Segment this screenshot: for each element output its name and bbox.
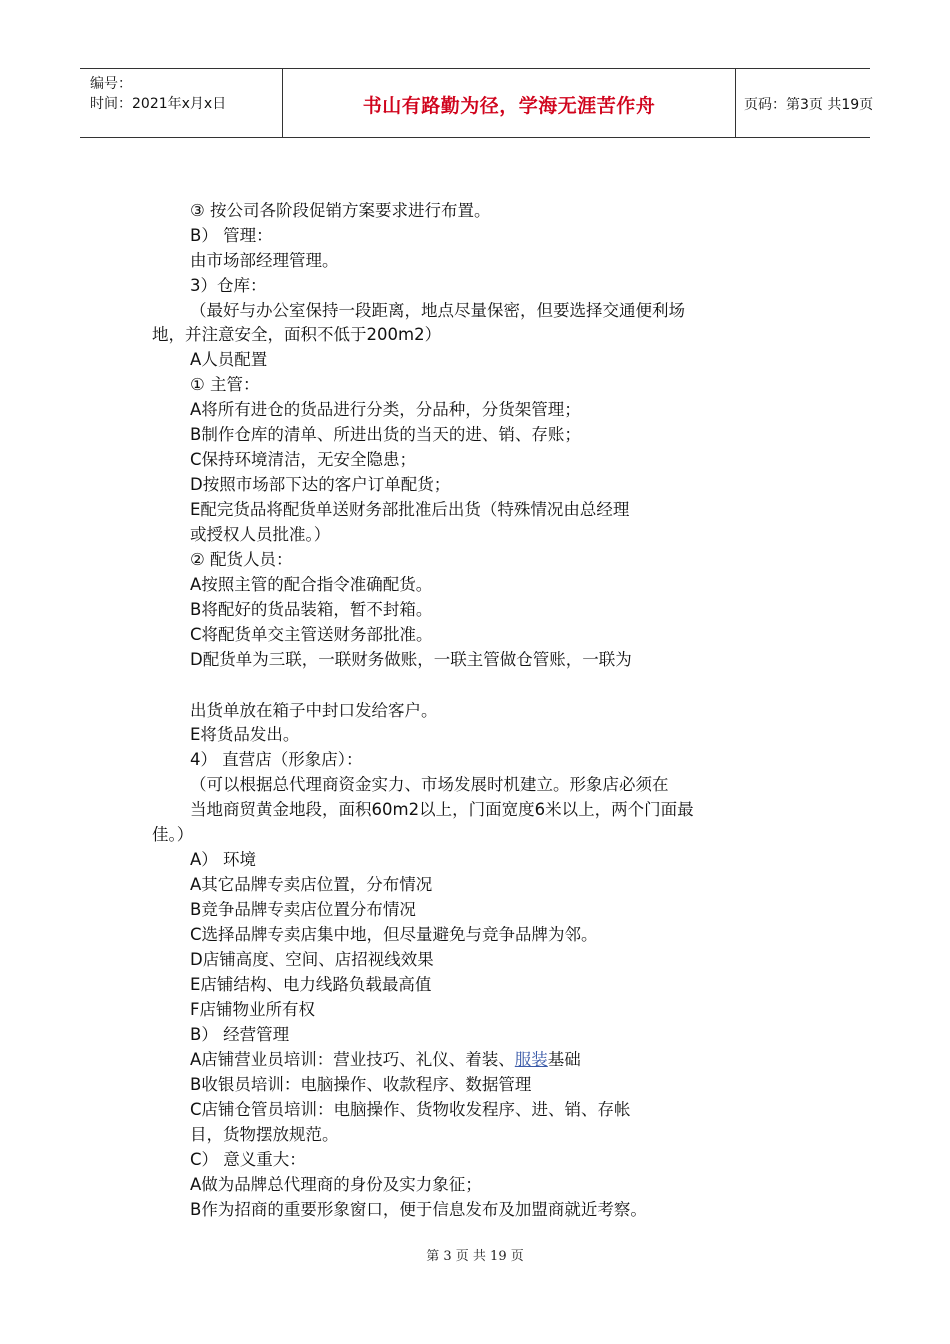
text-line: C选择品牌专卖店集中地，但尽量避免与竞争品牌为邻。 <box>190 925 598 944</box>
text-line: D店铺高度、空间、店招视线效果 <box>190 950 434 969</box>
text-line: A其它品牌专卖店位置，分布情况 <box>190 875 433 894</box>
text-line: A人员配置 <box>190 350 268 369</box>
text-line: 佳。） <box>152 825 194 844</box>
text-line: ② 配货人员： <box>190 550 293 569</box>
text-line: B） 管理： <box>190 226 273 245</box>
text-line: A） 环境 <box>190 850 257 869</box>
text-line: 出货单放在箱子中封口发给客户。 <box>190 701 438 720</box>
number-label: 编号： <box>90 76 132 92</box>
text-line: B作为招商的重要形象窗口，便于信息发布及加盟商就近考察。 <box>190 1200 647 1219</box>
text-line: B制作仓库的清单、所进出货的当天的进、销、存账； <box>190 425 581 444</box>
text-line: 地，并注意安全，面积不低于200m2） <box>152 325 442 344</box>
text-line: 3）仓库： <box>190 276 267 295</box>
text-line: C保持环境清洁，无安全隐患； <box>190 450 417 469</box>
motto: 书山有路勤为径，学海无涯苦作舟 <box>362 95 656 117</box>
page-footer: 第 3 页 共 19 页 <box>426 1249 524 1264</box>
text-line: 或授权人员批准。） <box>190 525 331 544</box>
text-line: B将配好的货品装箱，暂不封箱。 <box>190 600 433 619</box>
text-line: C） 意义重大： <box>190 1150 306 1169</box>
clothing-link[interactable]: 服装 <box>514 1050 548 1069</box>
text-segment: 基础 <box>547 1050 581 1069</box>
text-line: F店铺物业所有权 <box>190 1000 315 1019</box>
text-line: A按照主管的配合指令准确配货。 <box>190 575 433 594</box>
text-line: 目，货物摆放规范。 <box>190 1125 339 1144</box>
text-line: C将配货单交主管送财务部批准。 <box>190 625 433 644</box>
text-line: 当地商贸黄金地段，面积60m2以上，门面宽度6米以上，两个门面最 <box>190 800 694 819</box>
text-line: A将所有进仓的货品进行分类，分品种，分货架管理； <box>190 400 581 419</box>
text-line: D配货单为三联，一联财务做账，一联主管做仓管账，一联为 <box>190 650 632 669</box>
date-label: 时间：2021年x月x日 <box>90 96 227 112</box>
page-info: 页码：第3页 共19页 <box>744 97 874 113</box>
text-line: D按照市场部下达的客户订单配货； <box>190 475 451 494</box>
text-line: ③ 按公司各阶段促销方案要求进行布置。 <box>190 201 491 220</box>
text-line: B收银员培训：电脑操作、收款程序、数据管理 <box>190 1075 532 1094</box>
text-line: E将货品发出。 <box>190 725 300 744</box>
text-line: B） 经营管理 <box>190 1025 290 1044</box>
text-line: （可以根据总代理商资金实力、市场发展时机建立。形象店必须在 <box>190 775 669 794</box>
text-line: E店铺结构、电力线路负载最高值 <box>190 975 432 994</box>
text-line: 4） 直营店（形象店）： <box>190 750 363 769</box>
text-segment: A店铺营业员培训：营业技巧、礼仪、着装、 <box>190 1050 515 1069</box>
text-line-with-link <box>190 1049 581 1071</box>
text-line: C店铺仓管员培训：电脑操作、货物收发程序、进、销、存帐 <box>190 1100 631 1119</box>
text-line: E配完货品将配货单送财务部批准后出货（特殊情况由总经理 <box>190 500 630 519</box>
text-line: （最好与办公室保持一段距离，地点尽量保密，但要选择交通便利场 <box>190 301 685 320</box>
text-line: B竞争品牌专卖店位置分布情况 <box>190 900 416 919</box>
text-line: ① 主管： <box>190 375 260 394</box>
text-line: A做为品牌总代理商的身份及实力象征； <box>190 1175 482 1194</box>
text-line: 由市场部经理管理。 <box>190 251 339 270</box>
